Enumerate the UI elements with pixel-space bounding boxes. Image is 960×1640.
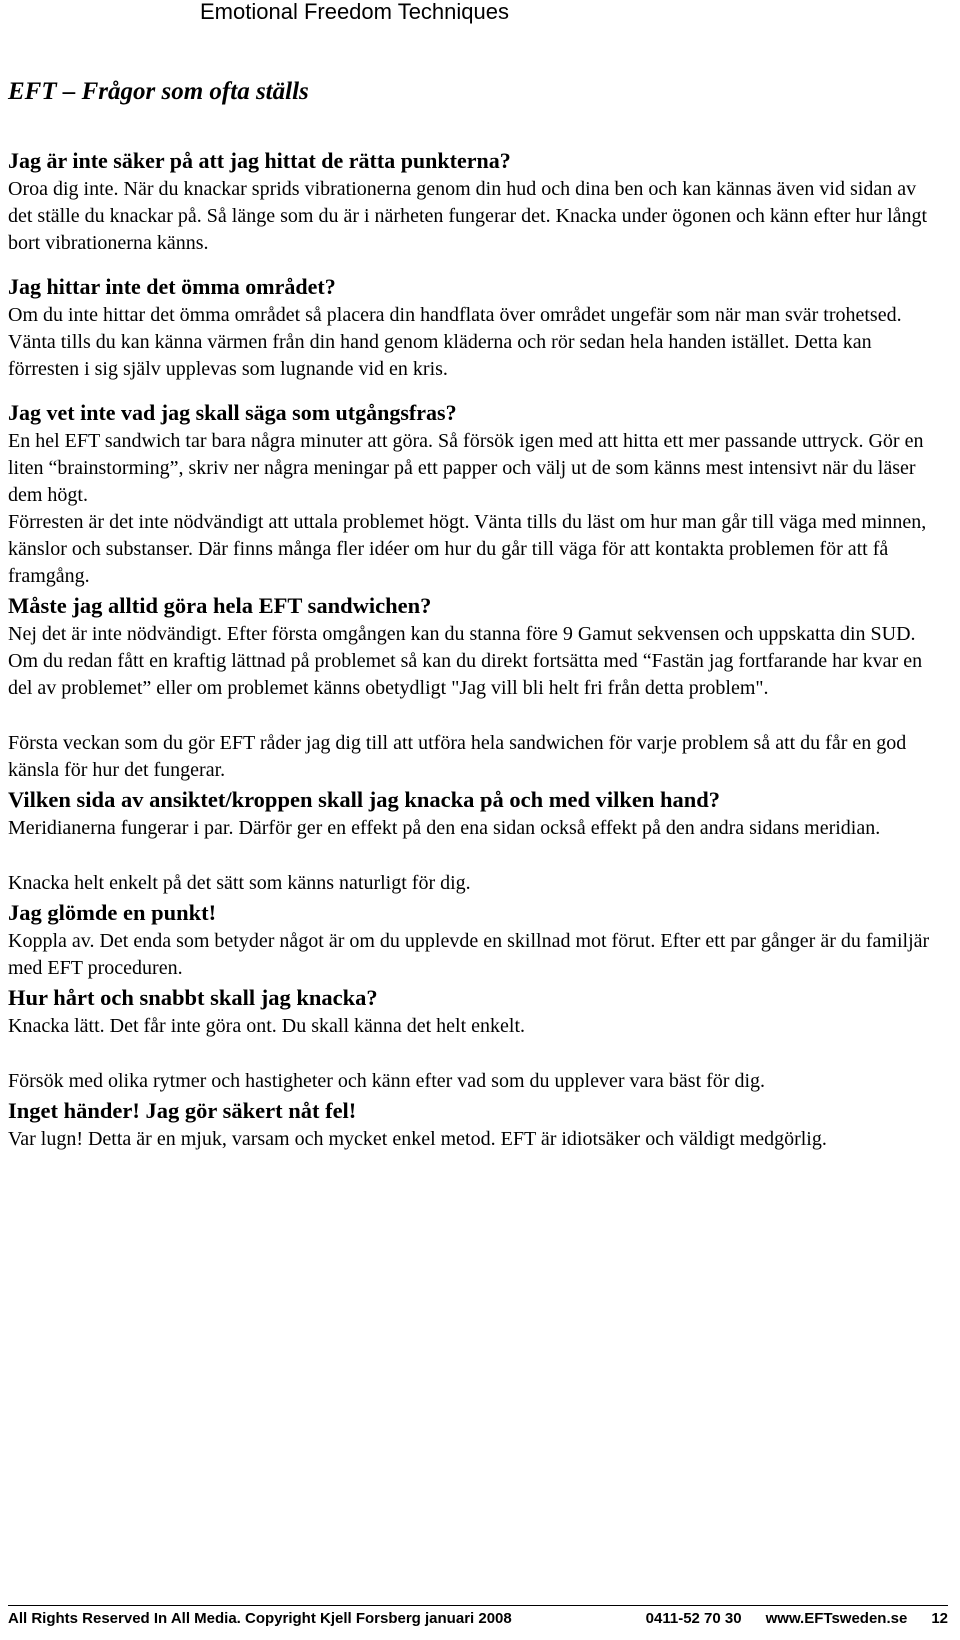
faq-answer: Knacka lätt. Det får inte göra ont. Du skall känna det helt enkelt. bbox=[8, 1015, 526, 1037]
faq-answer: Oroa dig inte. När du knackar sprids vibrationerna genom din hud och dina ben och kan kännas även vid sidan av det ställe du knackar på. Så länge som du är i närheten fungerar det. Knacka under ögonen och känn efter hur långt bort vibrationerna känns. bbox=[8, 178, 928, 254]
faq-answer: Koppla av. Det enda som betyder något är om du upplevde en skillnad mot förut. Efter ett par gånger är du familjär med EFT proceduren. bbox=[8, 930, 930, 979]
faq-answer: Knacka helt enkelt på det sätt som känns naturligt för dig. bbox=[8, 872, 471, 894]
faq-answer: Förresten är det inte nödvändigt att uttala problemet högt. Vänta tills du läst om hur man går till väga med minnen, känslor och substanser. Där finns många fler idéer om hur du går till väga för att kontakta problemen för att få framgång. bbox=[8, 511, 927, 587]
footer-copyright: All Rights Reserved In All Media. Copyright Kjell Forsberg januari 2008 bbox=[8, 1610, 512, 1627]
faq-question: Måste jag alltid göra hela EFT sandwichen? bbox=[8, 593, 432, 618]
faq-answer: Nej det är inte nödvändigt. Efter första omgången kan du stanna före 9 Gamut sekvensen och uppskatta din SUD. bbox=[8, 623, 916, 645]
faq-answer: Försök med olika rytmer och hastigheter och känn efter vad som du upplever vara bäst för dig. bbox=[8, 1070, 766, 1092]
footer-website[interactable]: www.EFTsweden.se bbox=[765, 1610, 908, 1627]
faq-question: Hur hårt och snabbt skall jag knacka? bbox=[8, 985, 378, 1010]
faq-question: Jag hittar inte det ömma området? bbox=[8, 274, 336, 299]
faq-answer: Om du redan fått en kraftig lättnad på problemet så kan du direkt fortsätta med “Fastän jag fortfarande har kvar en del av problemet” eller om problemet känns obetydligt "Jag vill bli helt fri från detta problem". bbox=[8, 650, 923, 699]
footer-page-number: 12 bbox=[931, 1610, 948, 1627]
faq-question: Inget händer! Jag gör säkert nåt fel! bbox=[8, 1098, 357, 1123]
faq-answer: En hel EFT sandwich tar bara några minuter att göra. Så försök igen med att hitta ett mer passande uttryck. Gör en liten “brainstorming”, skriv ner några meningar på ett papper och välj ut de som känns mest intensivt när du läser dem högt. bbox=[8, 430, 924, 506]
faq-question: Vilken sida av ansiktet/kroppen skall jag knacka på och med vilken hand? bbox=[8, 787, 721, 812]
page-footer bbox=[8, 1605, 948, 1627]
faq-answer: Första veckan som du gör EFT råder jag dig till att utföra hela sandwichen för varje problem så att du får en god känsla för hur det fungerar. bbox=[8, 732, 907, 781]
faq-question: Jag är inte säker på att jag hittat de rätta punkterna? bbox=[8, 148, 511, 173]
faq-content bbox=[8, 146, 943, 1153]
faq-answer: Om du inte hittar det ömma området så placera din handflata över området ungefär som när man svär trohetsed. Vänta tills du kan känna värmen från din hand genom kläderna och rör sedan hela handen istället. Detta kan förresten i sig själv upplevas som lugnande vid en kris. bbox=[8, 304, 902, 380]
page-header: Emotional Freedom Techniques bbox=[200, 0, 509, 24]
faq-answer: Var lugn! Detta är en mjuk, varsam och mycket enkel metod. EFT är idiotsäker och väldigt medgörlig. bbox=[8, 1128, 827, 1150]
document-title: EFT – Frågor som ofta ställs bbox=[8, 78, 309, 105]
footer-phone: 0411-52 70 30 bbox=[645, 1610, 742, 1627]
faq-question: Jag glömde en punkt! bbox=[8, 900, 217, 925]
faq-question: Jag vet inte vad jag skall säga som utgångsfras? bbox=[8, 400, 457, 425]
faq-answer: Meridianerna fungerar i par. Därför ger en effekt på den ena sidan också effekt på den andra sidans meridian. bbox=[8, 817, 881, 839]
